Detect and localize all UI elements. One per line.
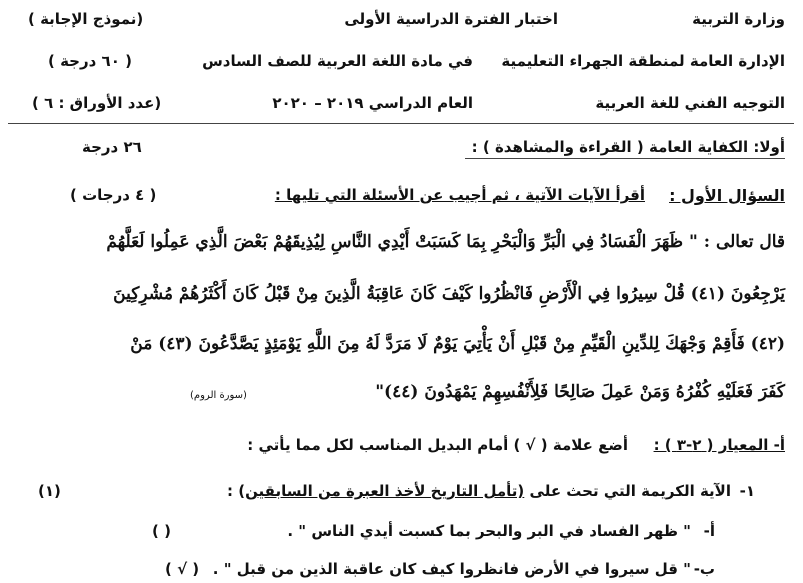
verse-line-4: كَفَرَ فَعَلَيْهِ كُفْرُهُ وَمَنْ عَمِلَ صَالِحًا فَلِأَنْفُسِهِمْ يَمْهَدُونَ (٤٤)" [375,382,785,402]
item-text-prefix: الآية الكريمة التي تحث على [529,482,731,500]
exam-title: اختبار الفترة الدراسية الأولى [344,10,558,28]
option-a-mark[interactable]: ( ) [152,522,171,540]
department-name: التوجيه الفني للغة العربية [595,94,785,112]
total-score: ( ٦٠ درجة ) [48,52,132,70]
ministry-name: وزارة التربية [692,10,785,28]
item-text [227,482,731,500]
section-title: أولا: الكفاية العامة ( القراءة والمشاهدة ) : [471,138,785,156]
surah-source: (سورة الروم) [190,390,247,401]
option-a-label: أ- [703,522,715,540]
criterion-label: أ- المعيار ( ٢-٣ ) : [653,436,785,454]
option-a-text: " ظهر الفساد في البر والبحر بما كسبت أيدي الناس " . [287,522,691,540]
subject-title: في مادة اللغة العربية للصف السادس [202,52,473,70]
academic-year: العام الدراسي ٢٠١٩ – ٢٠٢٠ [272,94,473,112]
question-label: السؤال الأول : [669,186,785,205]
verse-line-1: قال تعالى : " ظَهَرَ الْفَسَادُ فِي الْبَرِّ وَالْبَحْرِ بِمَا كَسَبَتْ أَيْدِي النَّاسِ لِيُذِيقَهُمْ بَعْضَ الَّذِي عَمِلُوا لَعَلَّهُمْ [106,232,785,252]
verse-line-2: يَرْجِعُونَ (٤١) قُلْ سِيرُوا فِي الْأَرْضِ فَانْظُرُوا كَيْفَ كَانَ عَاقِبَةُ الَّذِينَ مِنْ قَبْلُ كَانَ أَكْثَرُهُمْ مُشْرِكِينَ [113,284,785,304]
criterion-text: أضع علامة ( √ ) أمام البديل المناسب لكل مما يأتي : [247,436,628,454]
section-divider [465,158,785,159]
question-instruction: أقرأ الآيات الآتية ، ثم أجيب عن الأسئلة التي تليها : [274,186,645,204]
option-b-text: " قل سيروا في الأرض فانظروا كيف كان عاقبة الذين من قبل " . [212,560,691,578]
admin-name: الإدارة العامة لمنطقة الجهراء التعليمية [501,52,785,70]
question-score: ( ٤ درجات ) [70,186,157,204]
verse-line-3: (٤٢) فَأَقِمْ وَجْهَكَ لِلدِّينِ الْقَيِّمِ مِنْ قَبْلِ أَنْ يَأْتِيَ يَوْمٌ لَا مَرَدَّ لَهُ مِنَ اللَّهِ يَوْمَئِذٍ يَصَّدَّعُونَ (٤٣) مَنْ [130,334,785,354]
header-divider [8,123,794,124]
option-b-mark[interactable]: ( √ ) [165,560,200,578]
item-text-suffix: ) : [226,482,246,500]
answer-model-label: (نموذج الإجابة ) [28,10,144,28]
page-count: (عدد الأوراق : ٦ ) [32,94,162,112]
item-number: ١- [739,482,755,500]
section-score: ٢٦ درجة [82,138,142,156]
item-text-underlined: (تأمل التاريخ لأخذ العبرة من السابقين [245,482,525,500]
option-b-label: ب- [693,560,715,578]
item-score: (١) [38,482,61,500]
